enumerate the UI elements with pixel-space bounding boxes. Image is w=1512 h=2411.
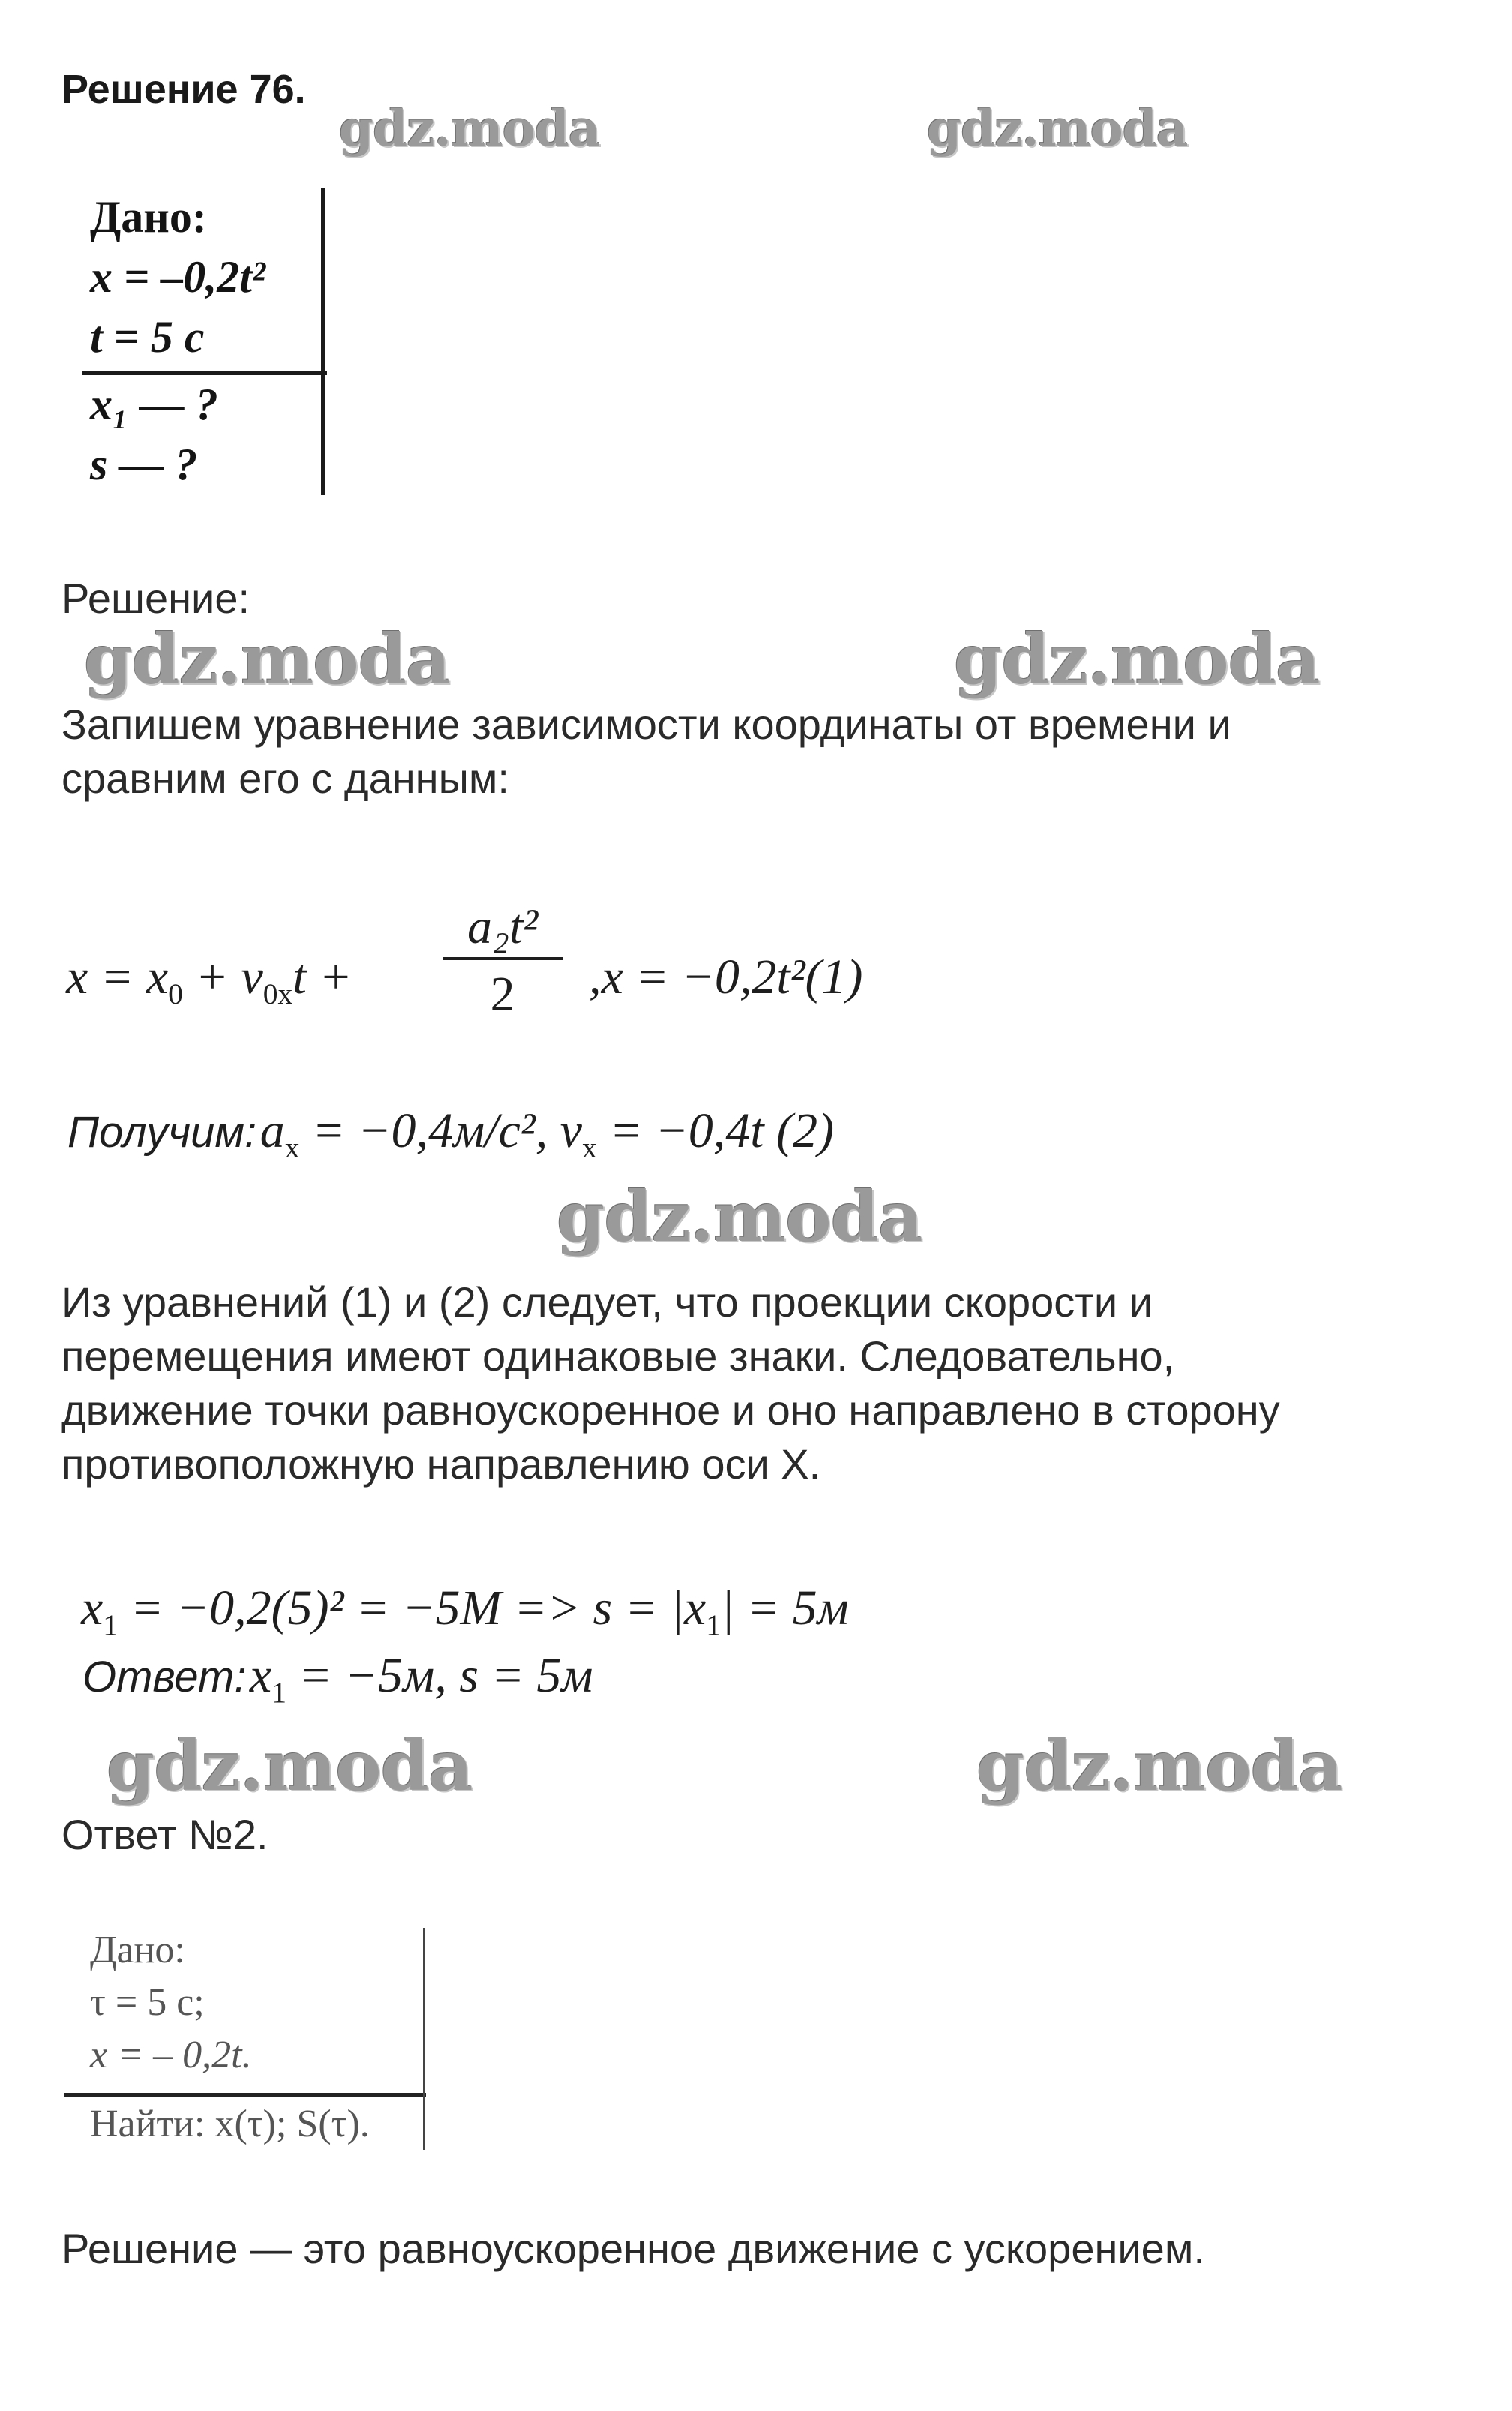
formula-subscript: x xyxy=(581,1131,597,1165)
result-label: Получим: xyxy=(68,1108,257,1157)
fraction-bar xyxy=(442,957,562,960)
watermark-logo: gdz.moda xyxy=(976,1725,1342,1806)
derived-values xyxy=(68,1103,834,1165)
formula-text: a xyxy=(260,1103,285,1158)
paragraph-line: перемещения имеют одинаковые знаки. Следовательно, xyxy=(62,1332,1175,1380)
find-distance: s — ? xyxy=(90,440,198,489)
formula-text: x = x xyxy=(66,950,169,1004)
paragraph-line: противоположную направлению оси X. xyxy=(62,1440,821,1488)
answer-line xyxy=(82,1647,593,1710)
given-title: Дано: xyxy=(90,1929,185,1971)
given-divider xyxy=(64,2093,426,2097)
given-title: Дано: xyxy=(90,192,207,242)
given-block-1 xyxy=(82,188,330,503)
watermark-logo: gdz.moda xyxy=(556,1176,922,1257)
formula-text: = −0,4м/с², v xyxy=(299,1103,582,1158)
given-vertical-rule xyxy=(321,188,326,495)
paragraph-line: движение точки равноускоренное и оно направлено в сторону xyxy=(62,1386,1280,1434)
solution-heading: Решение 76. xyxy=(62,67,306,112)
answer-label: Ответ: xyxy=(82,1653,247,1701)
fraction-denominator: 2 xyxy=(490,967,515,1022)
formula-subscript: 1 xyxy=(103,1608,118,1642)
given-time: τ = 5 с; xyxy=(90,1981,205,2024)
formula-text: x xyxy=(249,1648,272,1703)
given-time: t = 5 c xyxy=(90,312,205,362)
paragraph-line: Запишем уравнение зависимости координаты от времени и xyxy=(62,701,1232,748)
formula-subscript: x xyxy=(284,1131,300,1165)
given-equation: x = – 0,2t. xyxy=(90,2034,252,2076)
motion-equation xyxy=(66,949,352,1011)
watermark-logo: gdz.moda xyxy=(339,99,600,158)
watermark-logo: gdz.moda xyxy=(84,619,450,700)
find-line: Найти: x(τ); S(τ). xyxy=(90,2103,370,2145)
formula-text: = −0,2(5)² = −5М => s = |x xyxy=(118,1581,706,1635)
paragraph-line: Из уравнений (1) и (2) следует, что проекции скорости и xyxy=(62,1278,1154,1326)
formula-subscript: 1 xyxy=(706,1608,721,1642)
formula-subscript: 0 xyxy=(168,977,183,1011)
given-divider xyxy=(82,371,327,375)
given-vertical-rule xyxy=(423,1928,425,2150)
final-statement: Решение — это равноускоренное движение с ускорением. xyxy=(62,2225,1205,2272)
watermark-logo: gdz.moda xyxy=(954,619,1320,700)
fraction xyxy=(442,899,562,1026)
watermark-logo: gdz.moda xyxy=(927,99,1188,158)
formula-text: | = 5м xyxy=(721,1581,849,1635)
find-coordinate: x₁ — ? xyxy=(90,380,218,429)
formula-subscript: 1 xyxy=(272,1676,287,1710)
solution-label: Решение: xyxy=(62,575,250,622)
given-equation-ref xyxy=(589,949,862,1006)
formula-text: = −5м, s = 5м xyxy=(286,1648,593,1703)
given-block-2 xyxy=(64,1928,440,2153)
paragraph-line: сравним его с данным: xyxy=(62,755,509,802)
formula-subscript: 0x xyxy=(262,977,293,1011)
coordinate-calculation xyxy=(81,1580,849,1642)
given-equation: x = –0,2t² xyxy=(90,252,266,302)
watermark-logo: gdz.moda xyxy=(106,1725,472,1806)
fraction-numerator: a₂t² xyxy=(466,899,538,954)
formula-text: ,x = −0,2t²(1) xyxy=(589,950,863,1004)
formula-text: = −0,4t (2) xyxy=(596,1103,835,1158)
formula-text: x xyxy=(81,1581,104,1635)
answer-2-label: Ответ №2. xyxy=(62,1811,268,1858)
formula-text: t + xyxy=(292,950,352,1004)
formula-text: + v xyxy=(182,950,263,1004)
